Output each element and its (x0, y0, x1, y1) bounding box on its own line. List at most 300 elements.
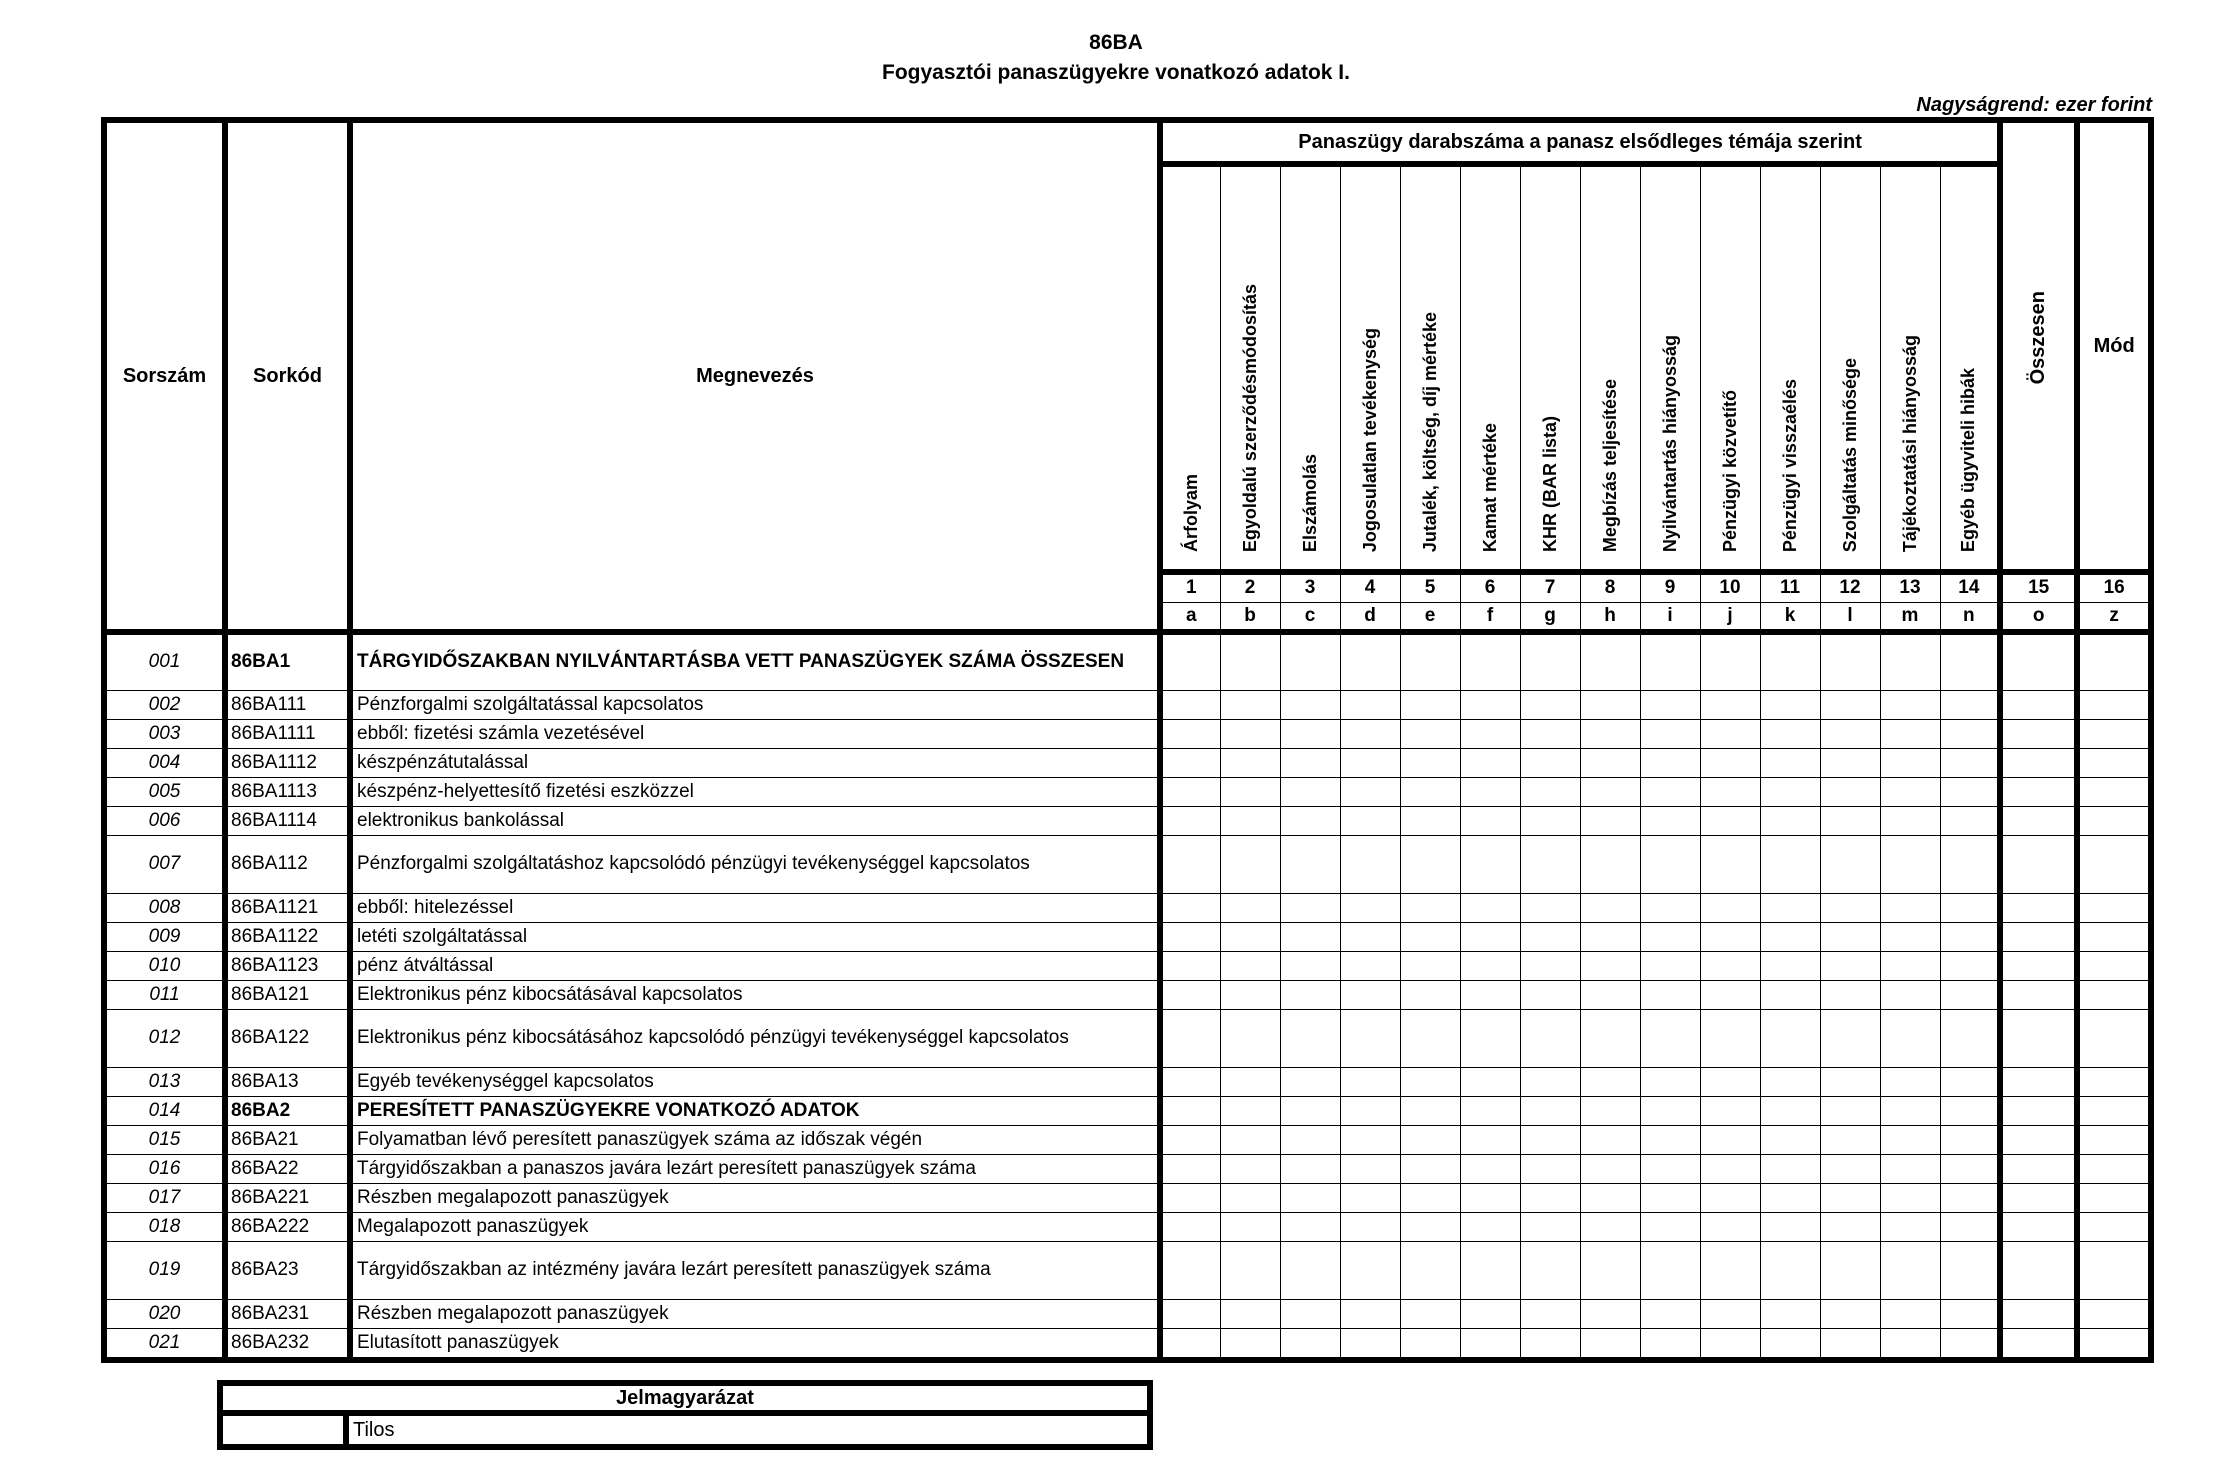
data-cell-m[interactable] (1880, 1009, 1940, 1067)
data-cell-h[interactable] (1580, 951, 1640, 980)
data-cell-f[interactable] (1460, 1328, 1520, 1360)
data-cell-f[interactable] (1460, 719, 1520, 748)
data-cell-z[interactable] (2077, 951, 2151, 980)
data-cell-k[interactable] (1760, 893, 1820, 922)
data-cell-b[interactable] (1220, 1299, 1280, 1328)
data-cell-i[interactable] (1640, 835, 1700, 893)
data-cell-g[interactable] (1520, 951, 1580, 980)
data-cell-c[interactable] (1280, 980, 1340, 1009)
data-cell-k[interactable] (1760, 1125, 1820, 1154)
data-cell-j[interactable] (1700, 1067, 1760, 1096)
data-cell-n[interactable] (1940, 951, 2000, 980)
data-cell-h[interactable] (1580, 1212, 1640, 1241)
data-cell-g[interactable] (1520, 980, 1580, 1009)
data-cell-f[interactable] (1460, 748, 1520, 777)
data-cell-d[interactable] (1340, 1299, 1400, 1328)
data-cell-d[interactable] (1340, 922, 1400, 951)
data-cell-j[interactable] (1700, 719, 1760, 748)
data-cell-n[interactable] (1940, 632, 2000, 690)
data-cell-l[interactable] (1820, 690, 1880, 719)
data-cell-c[interactable] (1280, 1009, 1340, 1067)
data-cell-g[interactable] (1520, 1125, 1580, 1154)
data-cell-d[interactable] (1340, 1154, 1400, 1183)
data-cell-z[interactable] (2077, 1009, 2151, 1067)
data-cell-g[interactable] (1520, 1183, 1580, 1212)
data-cell-a[interactable] (1160, 1212, 1220, 1241)
data-cell-j[interactable] (1700, 777, 1760, 806)
data-cell-l[interactable] (1820, 748, 1880, 777)
data-cell-e[interactable] (1400, 1299, 1460, 1328)
data-cell-d[interactable] (1340, 806, 1400, 835)
data-cell-j[interactable] (1700, 806, 1760, 835)
data-cell-h[interactable] (1580, 1241, 1640, 1299)
data-cell-z[interactable] (2077, 690, 2151, 719)
data-cell-j[interactable] (1700, 1096, 1760, 1125)
data-cell-g[interactable] (1520, 1328, 1580, 1360)
data-cell-l[interactable] (1820, 719, 1880, 748)
data-cell-b[interactable] (1220, 719, 1280, 748)
data-cell-j[interactable] (1700, 1328, 1760, 1360)
data-cell-b[interactable] (1220, 893, 1280, 922)
data-cell-f[interactable] (1460, 1183, 1520, 1212)
data-cell-j[interactable] (1700, 922, 1760, 951)
data-cell-m[interactable] (1880, 1125, 1940, 1154)
data-cell-n[interactable] (1940, 690, 2000, 719)
data-cell-h[interactable] (1580, 632, 1640, 690)
data-cell-l[interactable] (1820, 922, 1880, 951)
data-cell-d[interactable] (1340, 1067, 1400, 1096)
data-cell-d[interactable] (1340, 951, 1400, 980)
data-cell-c[interactable] (1280, 632, 1340, 690)
data-cell-n[interactable] (1940, 777, 2000, 806)
data-cell-k[interactable] (1760, 806, 1820, 835)
data-cell-f[interactable] (1460, 1212, 1520, 1241)
data-cell-k[interactable] (1760, 1096, 1820, 1125)
data-cell-h[interactable] (1580, 1154, 1640, 1183)
data-cell-l[interactable] (1820, 835, 1880, 893)
data-cell-k[interactable] (1760, 1154, 1820, 1183)
data-cell-f[interactable] (1460, 1241, 1520, 1299)
data-cell-k[interactable] (1760, 951, 1820, 980)
data-cell-k[interactable] (1760, 1009, 1820, 1067)
data-cell-a[interactable] (1160, 777, 1220, 806)
data-cell-l[interactable] (1820, 777, 1880, 806)
data-cell-m[interactable] (1880, 980, 1940, 1009)
data-cell-l[interactable] (1820, 1183, 1880, 1212)
data-cell-h[interactable] (1580, 1125, 1640, 1154)
data-cell-a[interactable] (1160, 1154, 1220, 1183)
data-cell-l[interactable] (1820, 1328, 1880, 1360)
data-cell-a[interactable] (1160, 922, 1220, 951)
data-cell-b[interactable] (1220, 1096, 1280, 1125)
data-cell-j[interactable] (1700, 951, 1760, 980)
data-cell-i[interactable] (1640, 980, 1700, 1009)
data-cell-i[interactable] (1640, 777, 1700, 806)
data-cell-b[interactable] (1220, 1009, 1280, 1067)
data-cell-j[interactable] (1700, 690, 1760, 719)
data-cell-c[interactable] (1280, 777, 1340, 806)
data-cell-m[interactable] (1880, 1212, 1940, 1241)
data-cell-g[interactable] (1520, 893, 1580, 922)
data-cell-b[interactable] (1220, 951, 1280, 980)
data-cell-h[interactable] (1580, 835, 1640, 893)
data-cell-o[interactable] (2000, 690, 2077, 719)
data-cell-m[interactable] (1880, 777, 1940, 806)
data-cell-k[interactable] (1760, 1212, 1820, 1241)
data-cell-c[interactable] (1280, 951, 1340, 980)
data-cell-g[interactable] (1520, 1212, 1580, 1241)
data-cell-e[interactable] (1400, 632, 1460, 690)
data-cell-c[interactable] (1280, 922, 1340, 951)
data-cell-g[interactable] (1520, 1299, 1580, 1328)
data-cell-j[interactable] (1700, 1241, 1760, 1299)
data-cell-m[interactable] (1880, 835, 1940, 893)
data-cell-b[interactable] (1220, 1125, 1280, 1154)
data-cell-j[interactable] (1700, 1299, 1760, 1328)
data-cell-a[interactable] (1160, 1299, 1220, 1328)
data-cell-j[interactable] (1700, 835, 1760, 893)
data-cell-d[interactable] (1340, 1183, 1400, 1212)
data-cell-k[interactable] (1760, 748, 1820, 777)
data-cell-l[interactable] (1820, 1154, 1880, 1183)
data-cell-b[interactable] (1220, 1328, 1280, 1360)
data-cell-z[interactable] (2077, 1096, 2151, 1125)
data-cell-b[interactable] (1220, 748, 1280, 777)
data-cell-f[interactable] (1460, 980, 1520, 1009)
data-cell-h[interactable] (1580, 719, 1640, 748)
data-cell-e[interactable] (1400, 777, 1460, 806)
data-cell-b[interactable] (1220, 835, 1280, 893)
data-cell-e[interactable] (1400, 1328, 1460, 1360)
data-cell-e[interactable] (1400, 980, 1460, 1009)
data-cell-k[interactable] (1760, 1241, 1820, 1299)
data-cell-z[interactable] (2077, 777, 2151, 806)
data-cell-i[interactable] (1640, 1212, 1700, 1241)
data-cell-d[interactable] (1340, 690, 1400, 719)
data-cell-i[interactable] (1640, 632, 1700, 690)
data-cell-l[interactable] (1820, 1009, 1880, 1067)
data-cell-c[interactable] (1280, 1096, 1340, 1125)
data-cell-e[interactable] (1400, 1183, 1460, 1212)
data-cell-o[interactable] (2000, 748, 2077, 777)
data-cell-e[interactable] (1400, 835, 1460, 893)
data-cell-h[interactable] (1580, 1009, 1640, 1067)
data-cell-o[interactable] (2000, 1067, 2077, 1096)
data-cell-d[interactable] (1340, 893, 1400, 922)
data-cell-z[interactable] (2077, 1299, 2151, 1328)
data-cell-f[interactable] (1460, 632, 1520, 690)
data-cell-o[interactable] (2000, 632, 2077, 690)
data-cell-c[interactable] (1280, 1328, 1340, 1360)
data-cell-o[interactable] (2000, 951, 2077, 980)
data-cell-m[interactable] (1880, 806, 1940, 835)
data-cell-f[interactable] (1460, 1125, 1520, 1154)
data-cell-c[interactable] (1280, 690, 1340, 719)
data-cell-z[interactable] (2077, 1067, 2151, 1096)
data-cell-g[interactable] (1520, 806, 1580, 835)
data-cell-e[interactable] (1400, 690, 1460, 719)
data-cell-c[interactable] (1280, 1154, 1340, 1183)
data-cell-a[interactable] (1160, 980, 1220, 1009)
data-cell-n[interactable] (1940, 1154, 2000, 1183)
data-cell-b[interactable] (1220, 1154, 1280, 1183)
data-cell-c[interactable] (1280, 1212, 1340, 1241)
data-cell-z[interactable] (2077, 632, 2151, 690)
data-cell-n[interactable] (1940, 1125, 2000, 1154)
data-cell-m[interactable] (1880, 893, 1940, 922)
data-cell-d[interactable] (1340, 835, 1400, 893)
data-cell-a[interactable] (1160, 1096, 1220, 1125)
data-cell-o[interactable] (2000, 1328, 2077, 1360)
data-cell-b[interactable] (1220, 1067, 1280, 1096)
data-cell-i[interactable] (1640, 1154, 1700, 1183)
data-cell-h[interactable] (1580, 1328, 1640, 1360)
data-cell-z[interactable] (2077, 1212, 2151, 1241)
data-cell-i[interactable] (1640, 922, 1700, 951)
data-cell-d[interactable] (1340, 777, 1400, 806)
data-cell-k[interactable] (1760, 1183, 1820, 1212)
data-cell-h[interactable] (1580, 690, 1640, 719)
data-cell-a[interactable] (1160, 1009, 1220, 1067)
data-cell-e[interactable] (1400, 1154, 1460, 1183)
data-cell-k[interactable] (1760, 632, 1820, 690)
data-cell-e[interactable] (1400, 806, 1460, 835)
data-cell-d[interactable] (1340, 1125, 1400, 1154)
data-cell-z[interactable] (2077, 893, 2151, 922)
data-cell-g[interactable] (1520, 748, 1580, 777)
data-cell-l[interactable] (1820, 980, 1880, 1009)
data-cell-z[interactable] (2077, 835, 2151, 893)
data-cell-e[interactable] (1400, 1009, 1460, 1067)
data-cell-o[interactable] (2000, 1241, 2077, 1299)
data-cell-m[interactable] (1880, 1299, 1940, 1328)
data-cell-c[interactable] (1280, 1125, 1340, 1154)
data-cell-n[interactable] (1940, 835, 2000, 893)
data-cell-b[interactable] (1220, 777, 1280, 806)
data-cell-j[interactable] (1700, 1212, 1760, 1241)
data-cell-k[interactable] (1760, 835, 1820, 893)
data-cell-a[interactable] (1160, 1125, 1220, 1154)
data-cell-l[interactable] (1820, 632, 1880, 690)
data-cell-b[interactable] (1220, 1212, 1280, 1241)
data-cell-n[interactable] (1940, 719, 2000, 748)
data-cell-d[interactable] (1340, 1328, 1400, 1360)
data-cell-o[interactable] (2000, 835, 2077, 893)
data-cell-l[interactable] (1820, 1096, 1880, 1125)
data-cell-f[interactable] (1460, 1154, 1520, 1183)
data-cell-l[interactable] (1820, 1241, 1880, 1299)
data-cell-a[interactable] (1160, 1241, 1220, 1299)
data-cell-i[interactable] (1640, 1299, 1700, 1328)
data-cell-k[interactable] (1760, 922, 1820, 951)
data-cell-a[interactable] (1160, 632, 1220, 690)
data-cell-k[interactable] (1760, 1299, 1820, 1328)
data-cell-h[interactable] (1580, 806, 1640, 835)
data-cell-f[interactable] (1460, 777, 1520, 806)
data-cell-k[interactable] (1760, 777, 1820, 806)
data-cell-j[interactable] (1700, 748, 1760, 777)
data-cell-d[interactable] (1340, 1096, 1400, 1125)
data-cell-z[interactable] (2077, 719, 2151, 748)
data-cell-l[interactable] (1820, 1299, 1880, 1328)
data-cell-n[interactable] (1940, 1009, 2000, 1067)
data-cell-c[interactable] (1280, 835, 1340, 893)
data-cell-n[interactable] (1940, 806, 2000, 835)
data-cell-b[interactable] (1220, 922, 1280, 951)
data-cell-g[interactable] (1520, 1009, 1580, 1067)
data-cell-e[interactable] (1400, 1125, 1460, 1154)
data-cell-i[interactable] (1640, 690, 1700, 719)
data-cell-f[interactable] (1460, 922, 1520, 951)
data-cell-i[interactable] (1640, 951, 1700, 980)
data-cell-i[interactable] (1640, 1096, 1700, 1125)
data-cell-g[interactable] (1520, 690, 1580, 719)
data-cell-c[interactable] (1280, 719, 1340, 748)
data-cell-a[interactable] (1160, 806, 1220, 835)
data-cell-l[interactable] (1820, 1067, 1880, 1096)
data-cell-j[interactable] (1700, 1125, 1760, 1154)
data-cell-g[interactable] (1520, 777, 1580, 806)
data-cell-d[interactable] (1340, 1212, 1400, 1241)
data-cell-o[interactable] (2000, 1096, 2077, 1125)
data-cell-a[interactable] (1160, 951, 1220, 980)
data-cell-g[interactable] (1520, 1154, 1580, 1183)
data-cell-i[interactable] (1640, 1241, 1700, 1299)
data-cell-b[interactable] (1220, 806, 1280, 835)
data-cell-c[interactable] (1280, 806, 1340, 835)
data-cell-a[interactable] (1160, 719, 1220, 748)
data-cell-h[interactable] (1580, 748, 1640, 777)
data-cell-a[interactable] (1160, 1183, 1220, 1212)
data-cell-a[interactable] (1160, 748, 1220, 777)
data-cell-e[interactable] (1400, 951, 1460, 980)
data-cell-o[interactable] (2000, 1009, 2077, 1067)
data-cell-z[interactable] (2077, 922, 2151, 951)
data-cell-h[interactable] (1580, 1067, 1640, 1096)
data-cell-e[interactable] (1400, 748, 1460, 777)
data-cell-o[interactable] (2000, 980, 2077, 1009)
data-cell-d[interactable] (1340, 632, 1400, 690)
data-cell-b[interactable] (1220, 980, 1280, 1009)
data-cell-m[interactable] (1880, 922, 1940, 951)
data-cell-h[interactable] (1580, 893, 1640, 922)
data-cell-a[interactable] (1160, 893, 1220, 922)
data-cell-e[interactable] (1400, 1067, 1460, 1096)
data-cell-i[interactable] (1640, 1125, 1700, 1154)
data-cell-f[interactable] (1460, 951, 1520, 980)
data-cell-o[interactable] (2000, 806, 2077, 835)
data-cell-e[interactable] (1400, 1096, 1460, 1125)
data-cell-g[interactable] (1520, 922, 1580, 951)
data-cell-e[interactable] (1400, 922, 1460, 951)
data-cell-l[interactable] (1820, 893, 1880, 922)
data-cell-j[interactable] (1700, 1183, 1760, 1212)
data-cell-i[interactable] (1640, 806, 1700, 835)
data-cell-k[interactable] (1760, 690, 1820, 719)
data-cell-g[interactable] (1520, 719, 1580, 748)
data-cell-a[interactable] (1160, 1328, 1220, 1360)
data-cell-k[interactable] (1760, 719, 1820, 748)
data-cell-b[interactable] (1220, 690, 1280, 719)
data-cell-d[interactable] (1340, 980, 1400, 1009)
data-cell-i[interactable] (1640, 1067, 1700, 1096)
data-cell-z[interactable] (2077, 1241, 2151, 1299)
data-cell-f[interactable] (1460, 1299, 1520, 1328)
data-cell-j[interactable] (1700, 632, 1760, 690)
data-cell-n[interactable] (1940, 1067, 2000, 1096)
data-cell-n[interactable] (1940, 893, 2000, 922)
data-cell-z[interactable] (2077, 980, 2151, 1009)
data-cell-d[interactable] (1340, 748, 1400, 777)
data-cell-i[interactable] (1640, 1328, 1700, 1360)
data-cell-f[interactable] (1460, 1096, 1520, 1125)
data-cell-k[interactable] (1760, 1328, 1820, 1360)
data-cell-a[interactable] (1160, 835, 1220, 893)
data-cell-m[interactable] (1880, 1154, 1940, 1183)
data-cell-n[interactable] (1940, 1241, 2000, 1299)
data-cell-d[interactable] (1340, 1009, 1400, 1067)
data-cell-n[interactable] (1940, 1212, 2000, 1241)
data-cell-n[interactable] (1940, 980, 2000, 1009)
data-cell-i[interactable] (1640, 1009, 1700, 1067)
data-cell-o[interactable] (2000, 922, 2077, 951)
data-cell-m[interactable] (1880, 1067, 1940, 1096)
data-cell-g[interactable] (1520, 835, 1580, 893)
data-cell-m[interactable] (1880, 1328, 1940, 1360)
data-cell-e[interactable] (1400, 1212, 1460, 1241)
data-cell-g[interactable] (1520, 632, 1580, 690)
data-cell-n[interactable] (1940, 1096, 2000, 1125)
data-cell-o[interactable] (2000, 719, 2077, 748)
data-cell-m[interactable] (1880, 719, 1940, 748)
data-cell-j[interactable] (1700, 893, 1760, 922)
data-cell-h[interactable] (1580, 1183, 1640, 1212)
data-cell-g[interactable] (1520, 1067, 1580, 1096)
data-cell-h[interactable] (1580, 922, 1640, 951)
data-cell-i[interactable] (1640, 1183, 1700, 1212)
data-cell-f[interactable] (1460, 690, 1520, 719)
data-cell-f[interactable] (1460, 1009, 1520, 1067)
data-cell-m[interactable] (1880, 1241, 1940, 1299)
data-cell-o[interactable] (2000, 777, 2077, 806)
data-cell-l[interactable] (1820, 806, 1880, 835)
data-cell-n[interactable] (1940, 1183, 2000, 1212)
data-cell-l[interactable] (1820, 951, 1880, 980)
data-cell-l[interactable] (1820, 1212, 1880, 1241)
data-cell-m[interactable] (1880, 748, 1940, 777)
data-cell-m[interactable] (1880, 951, 1940, 980)
data-cell-z[interactable] (2077, 1154, 2151, 1183)
data-cell-z[interactable] (2077, 1328, 2151, 1360)
data-cell-o[interactable] (2000, 1125, 2077, 1154)
data-cell-z[interactable] (2077, 1183, 2151, 1212)
data-cell-i[interactable] (1640, 748, 1700, 777)
data-cell-z[interactable] (2077, 1125, 2151, 1154)
data-cell-n[interactable] (1940, 748, 2000, 777)
data-cell-j[interactable] (1700, 980, 1760, 1009)
data-cell-m[interactable] (1880, 1183, 1940, 1212)
data-cell-c[interactable] (1280, 1299, 1340, 1328)
data-cell-f[interactable] (1460, 835, 1520, 893)
data-cell-h[interactable] (1580, 980, 1640, 1009)
data-cell-n[interactable] (1940, 1299, 2000, 1328)
data-cell-o[interactable] (2000, 1299, 2077, 1328)
data-cell-g[interactable] (1520, 1241, 1580, 1299)
data-cell-d[interactable] (1340, 719, 1400, 748)
data-cell-a[interactable] (1160, 1067, 1220, 1096)
data-cell-b[interactable] (1220, 632, 1280, 690)
data-cell-i[interactable] (1640, 719, 1700, 748)
